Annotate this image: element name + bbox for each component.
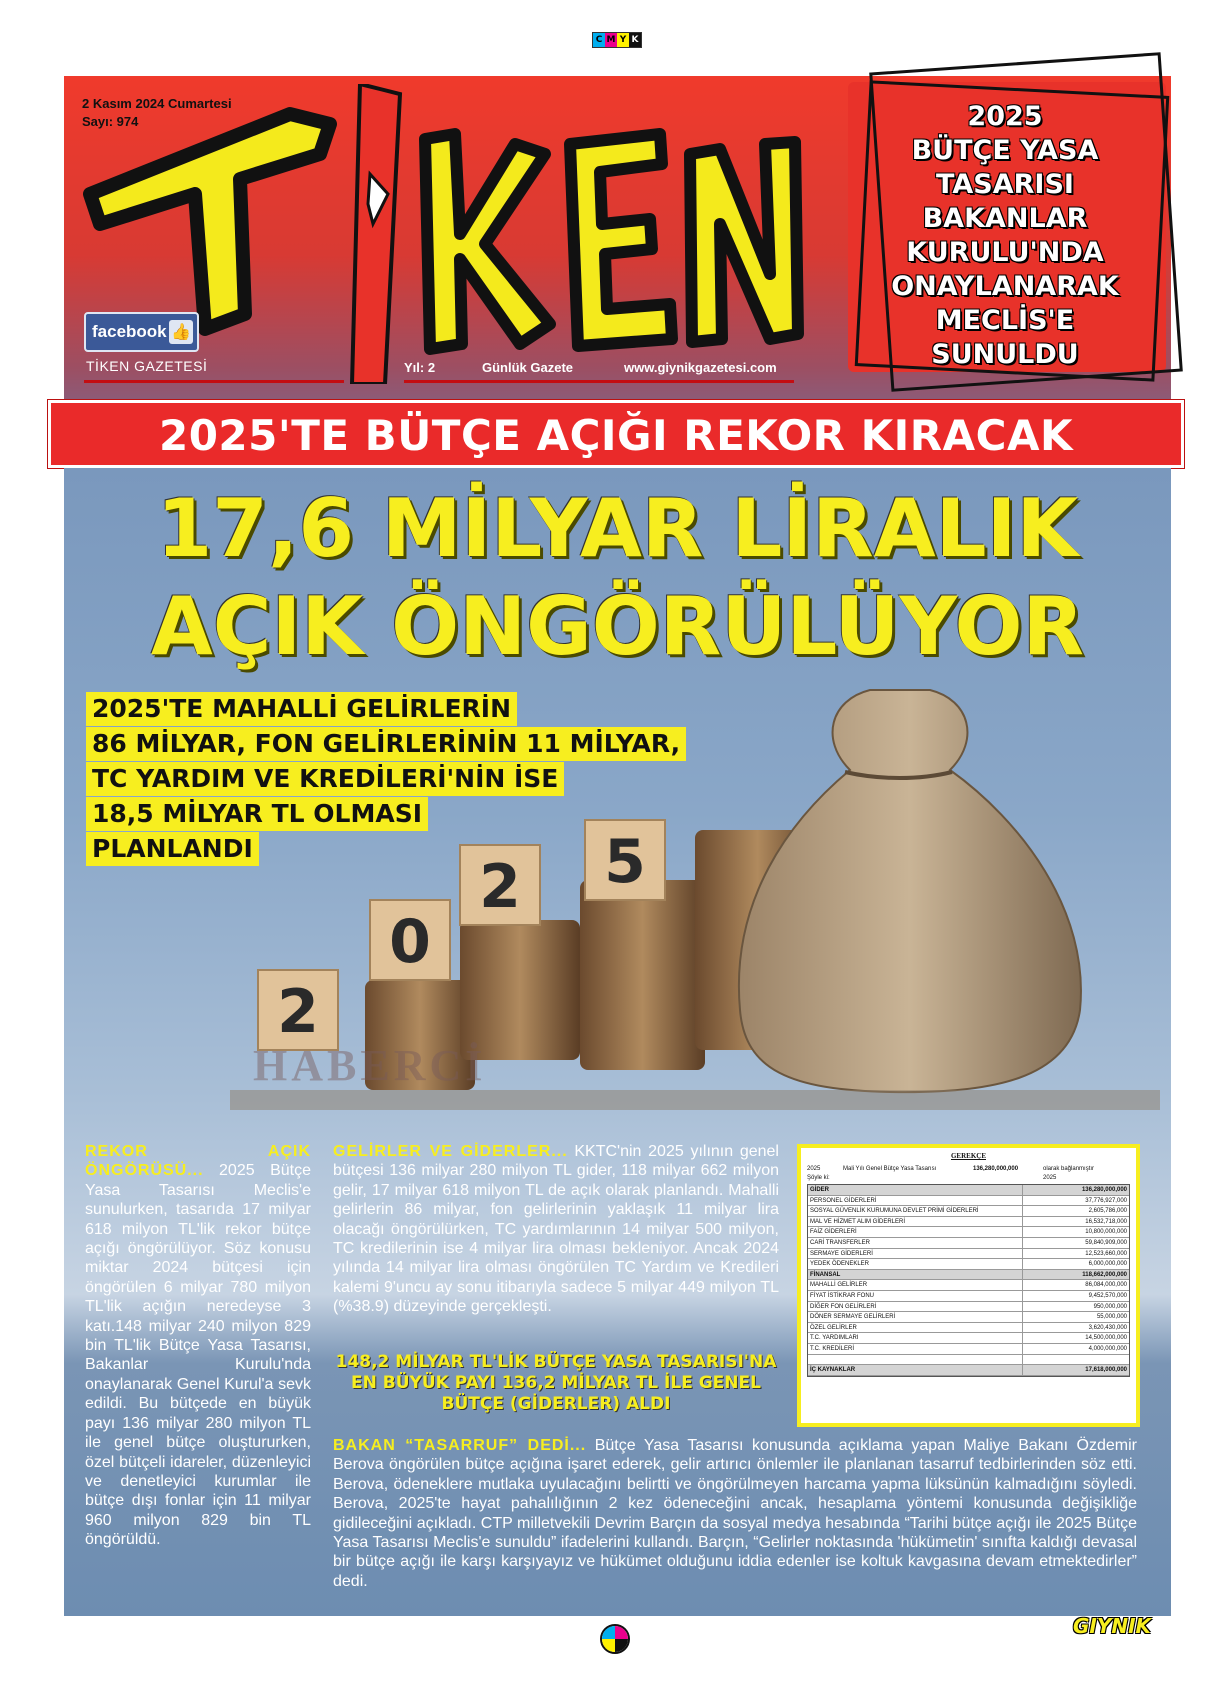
table-row <box>808 1291 1129 1302</box>
table-intro-text: Mali Yılı Genel Bütçe Yasa Tasarısı <box>843 1166 937 1172</box>
table-title: GEREKÇE <box>950 1152 986 1160</box>
table-row-name: PERSONEL GİDERLERİ <box>808 1196 1023 1206</box>
table-rows <box>807 1184 1130 1377</box>
table-row-value: 118,662,000,000 <box>1082 1271 1127 1278</box>
block-digit: 0 <box>389 907 431 977</box>
table-row <box>808 1259 1129 1270</box>
table-row <box>808 1355 1129 1366</box>
subhead-line: 86 MİLYAR, FON GELİRLERİNİN 11 MİLYAR, <box>86 727 686 761</box>
pull-quote: 148,2 MİLYAR TL'LİK BÜTÇE YASA TASARISI'NA EN BÜYÜK PAYI 136,2 MİLYAR TL İLE GENEL BÜTÇE (GİDERLER) ALDI <box>335 1352 777 1414</box>
table-row-name: CARİ TRANSFERLER <box>808 1238 1023 1248</box>
subhead-line: TC YARDIM VE KREDİLERİ'NİN İSE <box>86 762 564 796</box>
cmyk-c: C <box>593 33 605 47</box>
block-digit: 5 <box>604 827 646 897</box>
table-row-value: 55,000,000 <box>1096 1314 1127 1321</box>
sidebox-line: ONAYLANARAK <box>891 271 1119 302</box>
cmyk-registration-strip <box>592 32 642 48</box>
table-row-name: SERMAYE GİDERLERİ <box>808 1249 1023 1259</box>
budget-table <box>797 1144 1140 1427</box>
table-row-name: T.C. KREDİLERİ <box>808 1344 1023 1354</box>
masthead-issue: Sayı: 974 <box>82 114 139 129</box>
facebook-label: facebook <box>92 322 167 341</box>
subhead-line: 2025'TE MAHALLİ GELİRLERİN <box>86 692 517 726</box>
article-column-3 <box>333 1436 1137 1591</box>
table-row-value: 86,084,000,000 <box>1085 1282 1127 1289</box>
sidebox-line: MECLİS'E <box>935 305 1075 336</box>
masthead-type: Günlük Gazete <box>482 360 574 375</box>
table-row <box>808 1333 1129 1344</box>
cmyk-k: K <box>629 33 641 47</box>
col2-lead: GELİRLER VE GİDERLER... <box>333 1143 568 1160</box>
table-row-name: MAL VE HİZMET ALIM GİDERLERİ <box>808 1217 1023 1227</box>
col3-body: Bütçe Yasa Tasarısı konusunda açıklama yapan Maliye Bakanı Özdemir Berova öngörülen bütçe açığına işaret ederek, gelir artırıcı önlemler ile planlanan tasarruf tedbirlerinden söz etti. Berova, ödeneklere mutlaka uyulacağını belirtti ve öngörülmeyen harcama yapma lüksünün kalmadığını söyledi. Berova, 2025'te hayat pahalılığının 2 kez ödeneceğini ancak, hesaplama yöntemi konusunda değişikliğe gidileceğini açıkladı. CTP milletvekili Devrim Barçın da sosyal medya hesabında “Tarihi bütçe açığı ile 2025 Bütçe Yasa Tasarısı Meclis'e sunuldu” ifadelerini kullandı. Barçın, “Gelirler noktasında 'hükümetin' sınıfta kaldığı devasal bir bütçe açığı ile karşı karşıyayız ve hükümet olduğunu iddia edenler ise koltuk kavgasına devam etmektedirler” dedi. <box>333 1437 1138 1590</box>
sidebox-line: SUNULDU <box>931 339 1079 370</box>
table-row-name: FİNANSAL <box>808 1270 1023 1280</box>
table-row-value: 16,532,718,000 <box>1085 1218 1127 1225</box>
article-column-1 <box>85 1142 311 1550</box>
table-row-value: 9,452,570,000 <box>1088 1292 1127 1299</box>
sidebox-headline <box>855 100 1155 372</box>
block-digit: 2 <box>277 977 319 1047</box>
masthead-year: Yıl: 2 <box>404 360 436 375</box>
thumbs-up-icon: 👍 <box>169 320 193 344</box>
table-sole-label: Şöyle ki: <box>807 1175 830 1181</box>
table-row-value: 10,800,000,000 <box>1085 1229 1127 1236</box>
table-sole-year: 2025 <box>1043 1175 1057 1181</box>
table-intro <box>807 1166 1130 1172</box>
col2-body: KKTC'nin 2025 yılının genel bütçesi 136 milyar 280 milyon TL gider, 118 milyar 662 milyon gelir, 17 milyar 618 milyon TL de açık olarak planlandı. Mahalli gelirlerin 86 milyar, fon gelirlerinin yaklaşık 11 milyar lira olacağı öngörülürken, TC yardımlarının 14 milyar 500 milyon, TC kredilerinin ise 4 milyar lira olması bekleniyor. Ancak 2024 yılında 14 milyar lira olması öngörülen TC Yardım ve Kredileri kalemi 9'uncu ay sonu itibarıyla sadece 5 milyar 449 milyon TL (%38.9) düzeyinde gerçekleşti. <box>333 1143 779 1316</box>
table-row-value: 14,500,000,000 <box>1085 1335 1127 1342</box>
subhead-line: 18,5 MİLYAR TL OLMASI <box>86 797 428 831</box>
table-row <box>808 1312 1129 1323</box>
banner-bar <box>48 400 1184 468</box>
table-row-value: 37,776,927,000 <box>1085 1197 1127 1204</box>
sidebox-line: TASARISI <box>936 169 1074 200</box>
table-row <box>808 1238 1129 1249</box>
table-row <box>808 1249 1129 1260</box>
table-row <box>808 1270 1129 1281</box>
giynik-brand: GIYNIK <box>1073 1614 1152 1638</box>
masthead-rule-left <box>84 380 344 383</box>
sidebox-line: KURULU'NDA <box>906 237 1104 268</box>
photo-watermark: HABERCİ <box>253 1041 487 1090</box>
col3-lead: BAKAN “TASARRUF” DEDİ... <box>333 1437 587 1454</box>
table-row-name: FİYAT İSTİKRAR FONU <box>808 1291 1023 1301</box>
table-row <box>808 1344 1129 1355</box>
table-row-name: GİDER <box>808 1185 1023 1195</box>
table-row-value: 136,280,000,000 <box>1081 1187 1127 1193</box>
table-row-name: DÖNER SERMAYE GELİRLERİ <box>808 1312 1023 1322</box>
table-sole <box>807 1175 1130 1181</box>
banner-text: 2025'TE BÜTÇE AÇIĞI REKOR KIRACAK <box>158 411 1074 460</box>
masthead-website[interactable]: www.giynikgazetesi.com <box>624 360 777 375</box>
table-row-name: YEDEK ÖDENEKLER <box>808 1259 1023 1269</box>
article-column-2 <box>333 1142 779 1317</box>
burlap-bag <box>739 690 1081 1092</box>
headline-line-2: AÇIK ÖNGÖRÜLÜYOR <box>150 580 1085 673</box>
sidebox-line: BAKANLAR <box>922 203 1088 234</box>
table-row-value: 3,620,430,000 <box>1088 1324 1127 1331</box>
table-row-name: İÇ KAYNAKLAR <box>808 1365 1023 1375</box>
table-row-value: 2,605,786,000 <box>1088 1208 1127 1215</box>
cmyk-y: Y <box>617 33 629 47</box>
table-row-name <box>808 1355 1023 1365</box>
table-intro-amount: 136,280,000,000 <box>973 1166 1019 1172</box>
block-digit: 2 <box>479 852 521 922</box>
table-row-value: 59,840,909,000 <box>1085 1239 1127 1246</box>
table-row-value: 17,618,000,000 <box>1085 1367 1127 1374</box>
table-row-value: 12,523,660,000 <box>1085 1250 1127 1257</box>
table-row <box>808 1196 1129 1207</box>
facebook-caption: TİKEN GAZETESİ <box>86 358 208 374</box>
table-row <box>808 1227 1129 1238</box>
table-row-value: 4,000,000,000 <box>1088 1345 1127 1352</box>
col1-body: 2025 Bütçe Yasa Tasarısı Meclis'e sunulurken, tasarıda 17 milyar 618 milyon TL'lik rekor bütçe açığı öngörülüyor. Söz konusu miktar 2024 bütçesi için öngörülen 6 milyar 780 milyon TL'lik açığın neredeyse 3 katı.148 milyar 240 milyon 829 bin TL'lik Bütçe Yasa Tasarısı, Bakanlar Kurulu'nda onaylanarak Genel Kurul'a sevk edildi. Bu bütçede en büyük payı 136 milyar 280 milyon TL ile genel bütçe oluştururken, özel bütçeli idareler, düzenleyici ve denetleyici kurumlar ile bütçe dışı fonlar için 11 milyar 960 milyon 829 bin TL öngörüldü. <box>85 1162 311 1549</box>
table-row <box>808 1323 1129 1334</box>
table-row <box>808 1302 1129 1313</box>
sidebox-line: BÜTÇE YASA <box>911 135 1099 166</box>
table-row <box>808 1217 1129 1228</box>
table-row <box>808 1206 1129 1217</box>
cmyk-m: M <box>606 35 616 45</box>
table-row-name: MAHALLİ GELİRLER <box>808 1280 1023 1290</box>
table-row <box>808 1365 1129 1376</box>
subhead-line: PLANLANDI <box>86 832 259 866</box>
col1-lead: REKOR AÇIK ÖNGÖRÜSÜ... <box>85 1143 311 1180</box>
table-intro-suffix: olarak bağlanmıştır <box>1043 1166 1095 1172</box>
table-row-name: ÖZEL GELİRLER <box>808 1323 1023 1333</box>
table-row-value <box>1023 1355 1129 1365</box>
table-row-name: T.C. YARDIMLARI <box>808 1333 1023 1343</box>
table-row-name: DİĞER FON GELİRLERİ <box>808 1302 1023 1312</box>
registration-mark-icon <box>600 1624 630 1654</box>
headline-line-1: 17,6 MİLYAR LİRALIK <box>156 482 1079 575</box>
table-row <box>808 1280 1129 1291</box>
masthead-rule-right <box>404 380 794 383</box>
table-row-name: FAİZ GİDERLERİ <box>808 1227 1023 1237</box>
table-row-value: 950,000,000 <box>1093 1303 1127 1310</box>
table-row-value: 6,000,000,000 <box>1088 1261 1127 1268</box>
table-row-name: SOSYAL GÜVENLİK KURUMUNA DEVLET PRİMİ GİDERLERİ <box>808 1206 1023 1216</box>
sidebox-line: 2025 <box>967 101 1043 132</box>
table-intro-year: 2025 <box>807 1166 821 1172</box>
main-headline <box>64 480 1171 676</box>
table-row <box>808 1185 1129 1196</box>
facebook-badge[interactable] <box>84 312 199 352</box>
masthead-date: 2 Kasım 2024 Cumartesi <box>82 96 232 111</box>
